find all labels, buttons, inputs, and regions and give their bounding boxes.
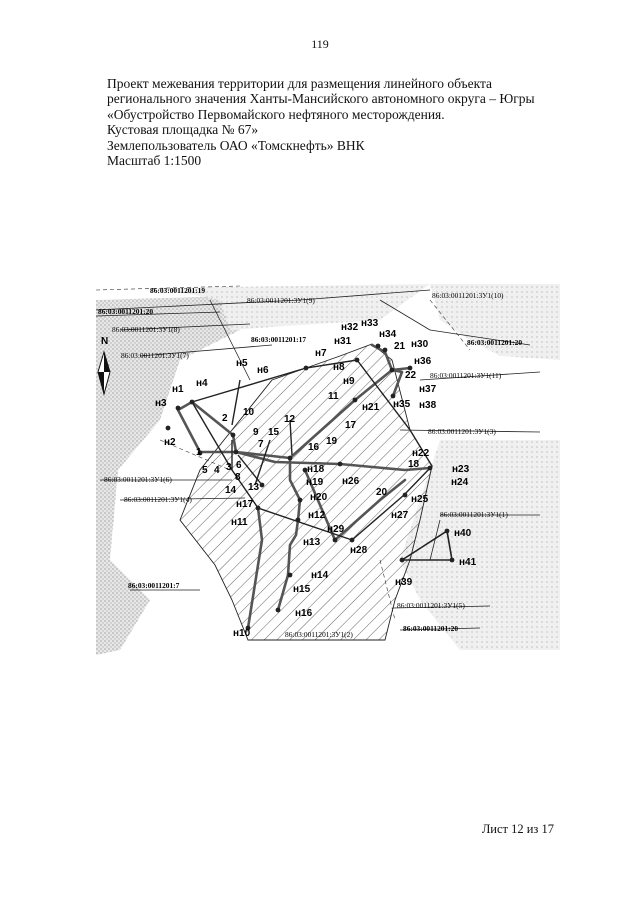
cadastral-label: 86:03:0011201:7 [128, 581, 180, 590]
point-label: н31 [334, 336, 352, 347]
point-label: н40 [454, 528, 472, 539]
point-label: н15 [293, 584, 311, 595]
point-label: н12 [308, 510, 326, 521]
cadastral-label: 86:03:0011201:20 [98, 307, 154, 316]
cadastral-label: 86:03:0011201:17 [251, 335, 307, 344]
point-label: н41 [459, 557, 477, 568]
point-label: н38 [419, 400, 437, 411]
point-label: н20 [310, 492, 328, 503]
point-label: н28 [350, 545, 368, 556]
title-line: Кустовая площадка № 67» [107, 122, 259, 138]
point-label: 18 [408, 459, 420, 470]
point-label: н18 [307, 464, 325, 475]
point-label: 4 [214, 465, 220, 476]
title-line: Землепользователь ОАО «Томскнефть» ВНК [107, 137, 365, 153]
cadastral-label: 86:03:0011201:3У1(8) [112, 325, 180, 334]
hatched-plot [180, 344, 432, 640]
point-label: н11 [231, 517, 248, 528]
point-label: 8 [235, 472, 241, 483]
cadastral-label: 86:03:0011201:3У1(3) [428, 427, 496, 436]
point-label: н25 [411, 494, 429, 505]
title-line: «Обустройство Первомайского нефтяного месторождения. [107, 106, 445, 122]
point-label: н8 [333, 362, 345, 373]
point-label: н33 [361, 318, 379, 329]
point-label: н26 [342, 476, 360, 487]
survey-map [96, 280, 560, 658]
point-label: 3 [226, 462, 232, 473]
title-line: регионального значения Ханты-Мансийского автономного округа – Югры [107, 91, 535, 107]
point-label: 7 [258, 439, 264, 450]
point-label: н14 [311, 570, 329, 581]
point-label: н10 [233, 628, 251, 639]
point-label: н5 [236, 358, 248, 369]
page-number: 119 [311, 37, 329, 51]
point-label: н21 [362, 402, 380, 413]
point-label: н29 [327, 524, 345, 535]
point-label: 21 [394, 341, 406, 352]
cadastral-label: 86:03:0011201:20 [467, 338, 523, 347]
point-label: н7 [315, 348, 327, 359]
point-label: н1 [172, 384, 184, 395]
point-label: 13 [248, 482, 260, 493]
point-label: н4 [196, 378, 208, 389]
point-label: н32 [341, 322, 359, 333]
point-label: 10 [243, 407, 255, 418]
point-label: 14 [225, 485, 237, 496]
cadastral-label: 86:03:0011201:3У1(7) [121, 351, 189, 360]
cadastral-label: 86:03:0011201:3У1(10) [432, 291, 504, 300]
point-label: н3 [155, 398, 167, 409]
point-label: 22 [405, 370, 417, 381]
cadastral-label: 86:03:0011201:3У1(6) [104, 475, 172, 484]
point-label: н37 [419, 384, 437, 395]
point-label: 9 [253, 427, 259, 438]
scale-line: Масштаб 1:1500 [107, 153, 202, 169]
point-label: н22 [412, 448, 430, 459]
cadastral-label: 86:03:0011201:3У1(9) [247, 296, 315, 305]
point-label: н27 [391, 510, 409, 521]
sheet-footer: Лист 12 из 17 [481, 822, 554, 836]
point-label: 19 [326, 436, 338, 447]
title-line: Проект межевания территории для размещения линейного объекта [107, 76, 493, 91]
point-label: н36 [414, 356, 432, 367]
point-label: 12 [284, 414, 296, 425]
cadastral-label: 86:03:0011201:19 [150, 286, 206, 295]
point-label: 2 [222, 413, 228, 424]
point-label: н13 [303, 537, 321, 548]
point-label: н34 [379, 329, 397, 340]
cadastral-label: 86:03:0011201:3У1(2) [285, 630, 353, 639]
point-label: 16 [308, 442, 320, 453]
point-label: н17 [236, 499, 254, 510]
point-label: н6 [257, 365, 269, 376]
point-label: н16 [295, 608, 313, 619]
north-label: N [101, 336, 109, 347]
cadastral-label: 86:03:0011201:3У1(1) [440, 510, 508, 519]
point-label: н2 [164, 437, 176, 448]
cadastral-label: 86:03:0011201:3У1(5) [397, 601, 465, 610]
point-label: н19 [306, 477, 324, 488]
point-label: 11 [328, 391, 339, 402]
point-label: н24 [451, 477, 469, 488]
point-label: 6 [236, 460, 242, 471]
cadastral-label: 86:03:0011201:3У1(4) [124, 495, 192, 504]
title-block [107, 76, 567, 168]
point-label: 1 [196, 447, 202, 458]
point-label: н39 [395, 577, 413, 588]
point-label: н30 [411, 339, 429, 350]
point-label: 17 [345, 420, 357, 431]
point-label: н23 [452, 464, 470, 475]
cadastral-label: 86:03:0011201:3У1(11) [430, 371, 502, 380]
point-label: 20 [376, 487, 388, 498]
point-label: 5 [202, 465, 208, 476]
point-label: н35 [393, 399, 411, 410]
cadastral-label: 86:03:0011201:20 [403, 624, 459, 633]
point-label: н9 [343, 376, 355, 387]
point-label: 15 [268, 427, 280, 438]
